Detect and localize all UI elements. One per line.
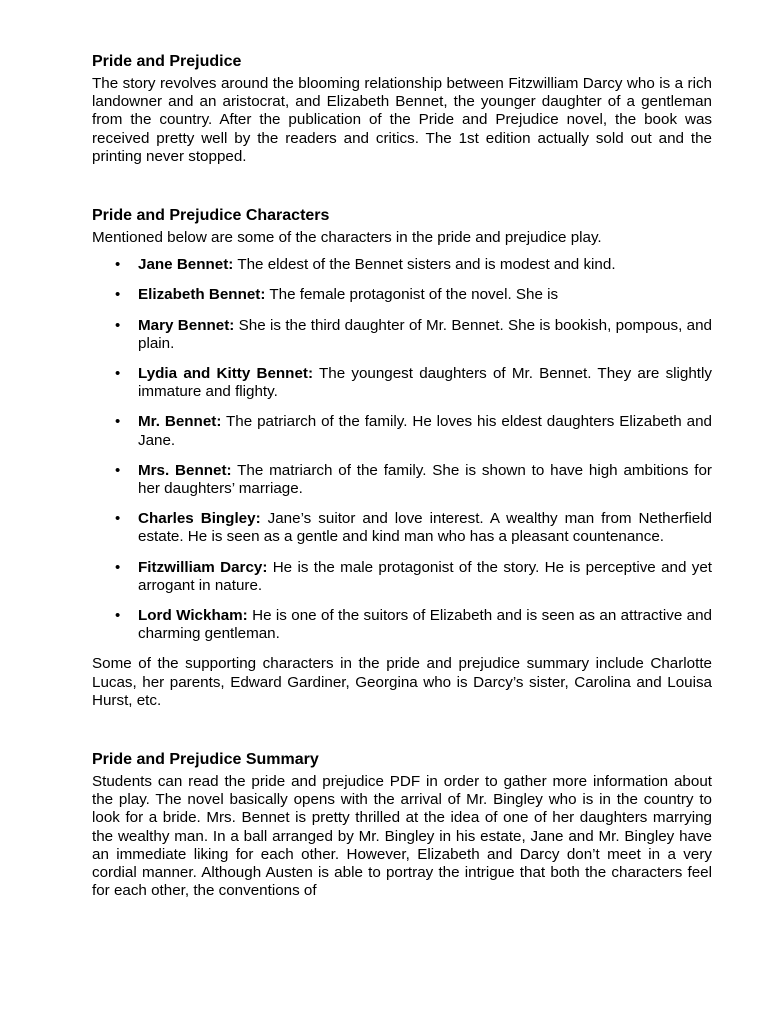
list-item [92, 559, 712, 595]
character-list [92, 256, 712, 643]
list-item [92, 256, 712, 274]
bullet-icon: • [115, 286, 121, 304]
list-item [92, 286, 712, 304]
character-description: He is the male protagonist of the story. He is perceptive and yet arrogant in nature. [138, 558, 712, 594]
list-item [92, 365, 712, 401]
list-item [92, 510, 712, 546]
section-paragraph: The story revolves around the blooming relationship between Fitzwilliam Darcy who is a rich landowner and an aristocrat, and Elizabeth Bennet, the younger daughter of a gentleman from the country. After the publication of the Pride and Prejudice novel, the book was received pretty well by the readers and critics. The 1st edition actually sold out and the printing never stopped. [92, 75, 712, 165]
document-content [92, 52, 712, 901]
bullet-icon: • [115, 413, 121, 431]
section-summary [92, 750, 712, 900]
bullet-icon: • [115, 256, 121, 274]
character-description: The eldest of the Bennet sisters and is modest and kind. [233, 256, 616, 274]
bullet-icon: • [115, 365, 121, 383]
bullet-icon: • [115, 461, 121, 479]
list-item [92, 462, 712, 498]
character-description: Jane’s suitor and love interest. A wealthy man from Netherfield estate. He is seen as a gentle and kind man who has a pleasant countenance. [138, 510, 712, 546]
character-description: The patriarch of the family. He loves his eldest daughters Elizabeth and Jane. [138, 413, 712, 449]
section-paragraph: Students can read the pride and prejudice PDF in order to gather more information about the play. The novel basically opens with the arrival of Mr. Bingley who is in the country to look for a bride. Mrs. Bennet is pretty thrilled at the idea of one of her daughters marrying the wealthy man. In a ball arranged by Mr. Bingley in his estate, Jane and Mr. Bingley have an immediate liking for each other. However, Elizabeth and Darcy don’t meet in a very cordial manner. Although Austen is able to portray the intrigue that both the characters feel for each other, the conventions of [92, 773, 712, 900]
bullet-icon: • [115, 607, 121, 625]
character-name: Mrs. Bennet: [138, 461, 232, 479]
bullet-icon: • [115, 510, 121, 528]
character-description: The youngest daughters of Mr. Bennet. They are slightly immature and flighty. [138, 365, 712, 401]
section-title: Pride and Prejudice [92, 53, 242, 70]
character-description: He is one of the suitors of Elizabeth and is seen as an attractive and charming gentleman. [138, 607, 712, 643]
character-description: The matriarch of the family. She is shown to have high ambitions for her daughters’ marriage. [138, 461, 712, 498]
character-name: Jane Bennet: [138, 256, 234, 274]
section-title: Pride and Prejudice Summary [92, 751, 319, 769]
character-description: She is the third daughter of Mr. Bennet. She is bookish, pompous, and plain. [138, 316, 712, 352]
list-item [92, 413, 712, 449]
character-name: Lydia and Kitty Bennet: [138, 365, 314, 383]
list-item [92, 607, 712, 643]
character-name: Mary Bennet: [138, 316, 235, 334]
character-name: Lord Wickham: [138, 607, 248, 625]
section-paragraph: Some of the supporting characters in the pride and prejudice summary include Charlotte Lucas, her parents, Edward Gardiner, Georgina who is Darcy’s sister, Carolina and Louisa Hurst, etc. [92, 655, 712, 709]
section-title: Pride and Prejudice Characters [92, 207, 330, 225]
character-name: Charles Bingley: [138, 510, 261, 528]
list-item [92, 317, 712, 353]
character-name: Elizabeth Bennet: [138, 286, 266, 304]
character-name: Mr. Bennet: [138, 413, 222, 431]
character-name: Fitzwilliam Darcy: [138, 558, 268, 576]
bullet-icon: • [115, 558, 121, 576]
section-intro: Mentioned below are some of the characters in the pride and prejudice play. [92, 229, 602, 247]
section-overview [92, 52, 712, 166]
section-characters [92, 206, 712, 710]
character-description: The female protagonist of the novel. She is [265, 286, 559, 304]
bullet-icon: • [115, 316, 121, 334]
